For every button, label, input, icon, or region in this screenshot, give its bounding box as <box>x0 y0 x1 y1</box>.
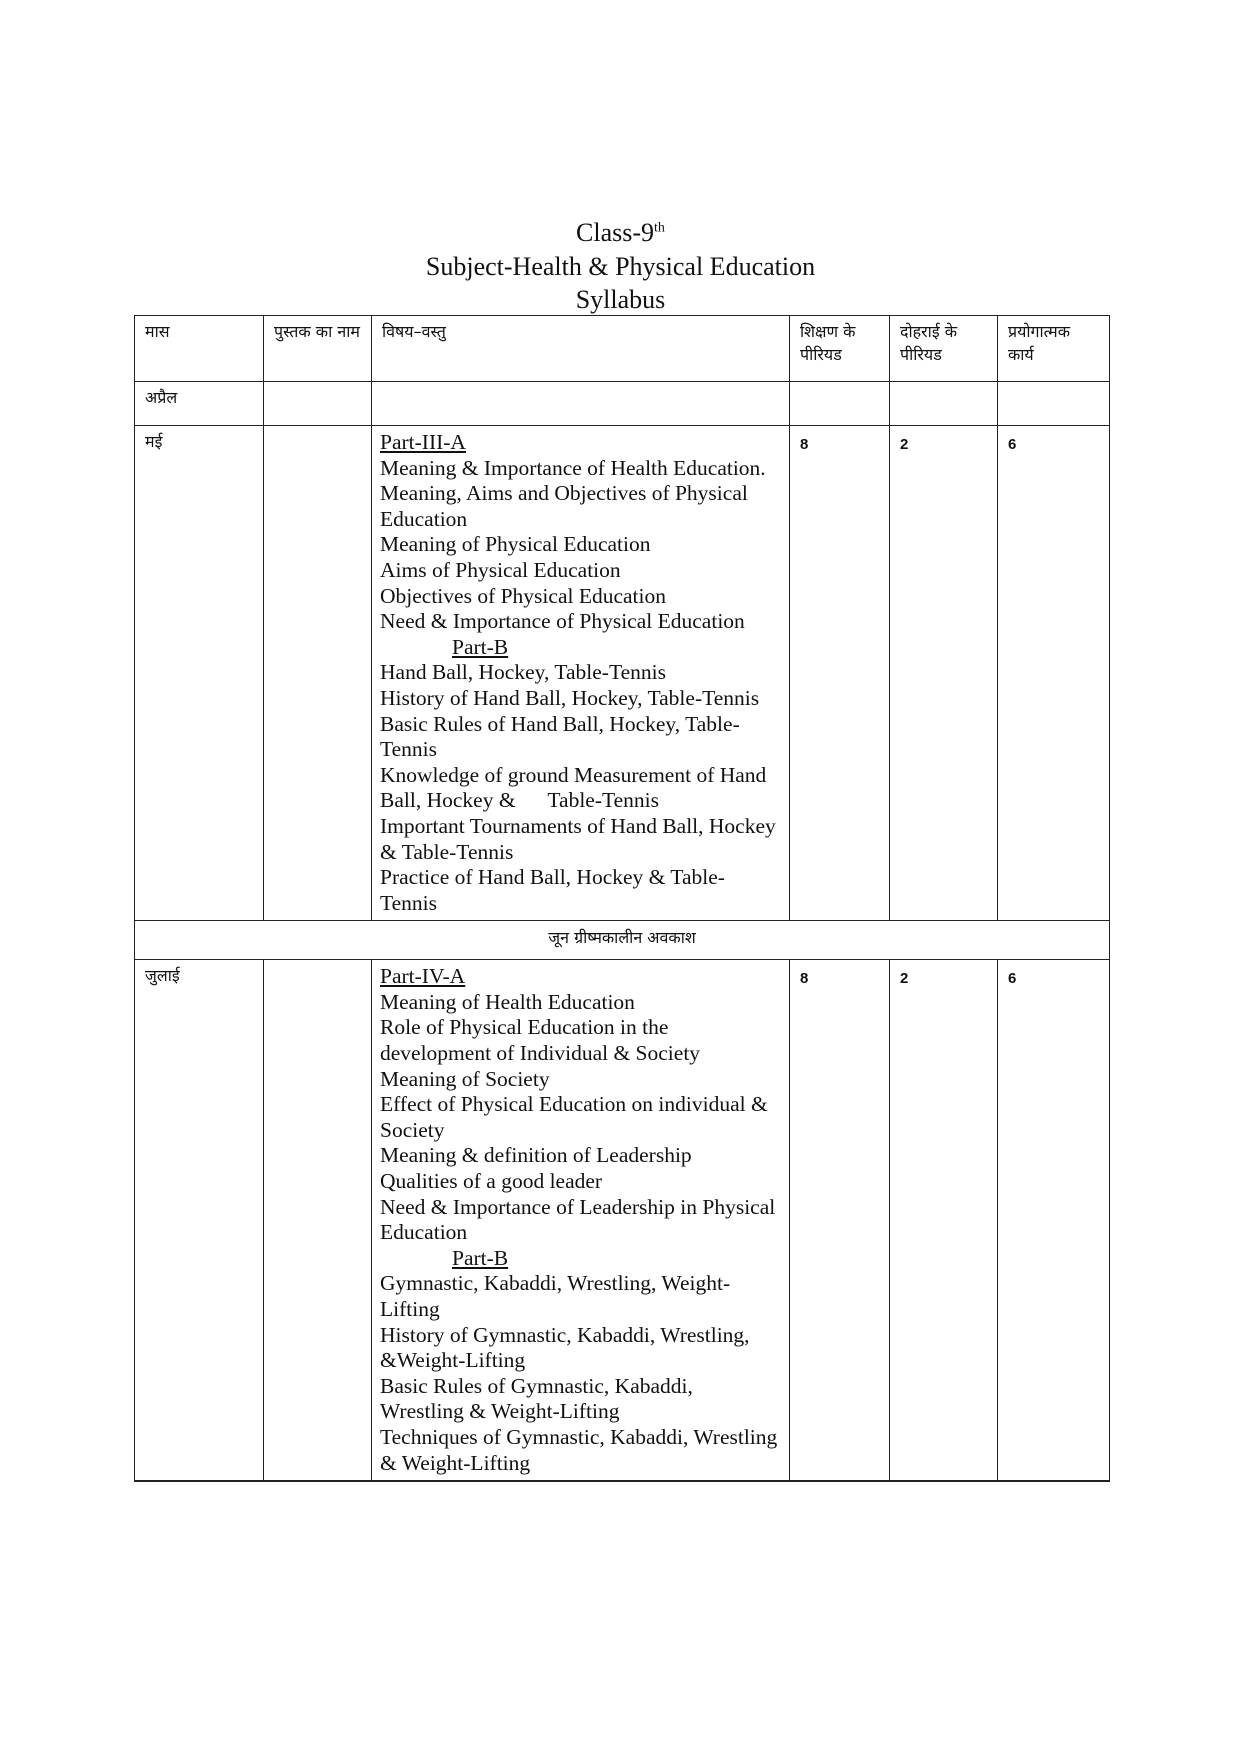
month-cell: मई <box>135 426 264 921</box>
teaching-cell: 8 <box>790 960 890 1481</box>
topic-line: Gymnastic, Kabaddi, Wrestling, Weight-Lifting <box>380 1271 731 1321</box>
topic-line: Meaning, Aims and Objectives of Physical Education <box>380 481 754 531</box>
topic-line: Need & Importance of Leadership in Physical Education <box>380 1194 781 1245</box>
topic-line: Hand Ball, Hockey, Table-Tennis <box>380 660 666 685</box>
topic-line: Effect of Physical Education on individual & Society <box>380 1092 774 1142</box>
practical-cell: 6 <box>998 426 1110 921</box>
book-cell <box>264 960 372 1481</box>
col-header-revision-periods: दोहराई के पीरियड <box>890 316 998 382</box>
col-header-content: विषय–वस्तु <box>372 316 790 382</box>
part-b-heading: Part-B <box>452 1245 509 1270</box>
table-header-row <box>135 316 1110 382</box>
table-row-april <box>135 382 1110 426</box>
col-header-practical-work: प्रयोगात्मक कार्य <box>998 316 1110 382</box>
part-b-heading-wrap <box>380 1246 781 1272</box>
topic-line: Meaning & definition of Leadership <box>380 1143 692 1168</box>
table-row-may <box>135 426 1110 921</box>
syllabus-title: Syllabus <box>575 285 666 314</box>
class-prefix: Class-9 <box>576 218 655 247</box>
teaching-cell: 8 <box>790 426 890 921</box>
month-cell: जुलाई <box>135 960 264 1481</box>
topic-line: History of Hand Ball, Hockey, Table-Tennis <box>380 685 760 710</box>
part-a-heading: Part-III-A <box>380 430 466 454</box>
topic-line: Knowledge of ground Measurement of Hand Ball, Hockey & Table-Tennis <box>380 762 772 813</box>
topic-line: Practice of Hand Ball, Hockey & Table-Tennis <box>380 865 725 915</box>
topic-line: Qualities of a good leader <box>380 1169 603 1194</box>
col-header-book: पुस्तक का नाम <box>264 316 372 382</box>
topic-line: Meaning & Importance of Health Education. <box>380 455 766 480</box>
book-cell <box>264 382 372 426</box>
table-row-july <box>135 960 1110 1481</box>
class-suffix: th <box>654 220 665 236</box>
vacation-cell: जून ग्रीष्मकालीन अवकाश <box>135 921 1110 960</box>
content-cell <box>372 960 790 1481</box>
class-heading <box>0 218 1241 248</box>
content-cell <box>372 426 790 921</box>
topic-line: Objectives of Physical Education <box>380 583 666 608</box>
col-header-month: मास <box>135 316 264 382</box>
topic-line: Basic Rules of Gymnastic, Kabaddi, Wrestling & Weight-Lifting <box>380 1373 698 1424</box>
revision-cell: 2 <box>890 960 998 1481</box>
topic-line: History of Gymnastic, Kabaddi, Wrestling, &Weight-Lifting <box>380 1322 755 1373</box>
revision-cell: 2 <box>890 426 998 921</box>
book-cell <box>264 426 372 921</box>
teaching-cell <box>790 382 890 426</box>
practical-cell <box>998 382 1110 426</box>
table-row-june <box>135 921 1110 960</box>
syllabus-table <box>134 315 1110 1482</box>
topic-line: Techniques of Gymnastic, Kabaddi, Wrestling & Weight-Lifting <box>380 1424 783 1475</box>
part-b-heading-wrap <box>380 635 781 661</box>
subject-heading: Subject-Health & Physical Education <box>425 252 816 281</box>
topic-line: Meaning of Physical Education <box>380 532 651 557</box>
topic-line: Meaning of Society <box>380 1066 550 1091</box>
col-header-teaching-periods: शिक्षण के पीरियड <box>790 316 890 382</box>
part-b-heading: Part-B <box>452 634 509 659</box>
revision-cell <box>890 382 998 426</box>
part-a-heading: Part-IV-A <box>380 964 466 989</box>
topic-line: Important Tournaments of Hand Ball, Hockey & Table-Tennis <box>380 813 782 864</box>
topic-line: Need & Importance of Physical Education <box>380 609 745 634</box>
topic-line: Aims of Physical Education <box>380 557 621 582</box>
practical-cell: 6 <box>998 960 1110 1481</box>
topic-line: Meaning of Health Education <box>380 989 635 1014</box>
month-cell: अप्रैल <box>135 382 264 426</box>
topic-line: Role of Physical Education in the development of Individual & Society <box>380 1015 701 1066</box>
topic-line: Basic Rules of Hand Ball, Hockey, Table-Tennis <box>380 711 740 762</box>
content-cell <box>372 382 790 426</box>
